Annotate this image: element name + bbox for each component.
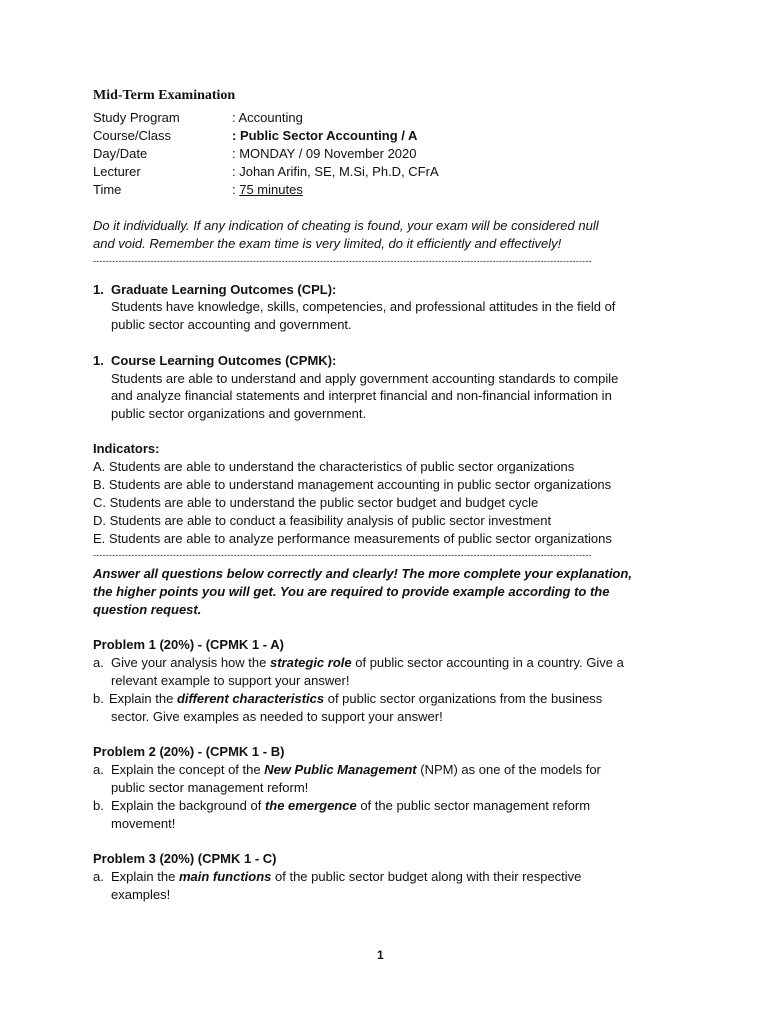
problem-item-marker: a. [93, 655, 104, 670]
answer-note-line: Answer all questions below correctly and clearly! The more complete your explanation, [93, 566, 632, 581]
info-value: : Public Sector Accounting / A [232, 128, 418, 143]
separator-line: ------------------------------------------------------------------------------------------------------------------------------------------------------------ [93, 550, 592, 560]
problem-item-marker: b. [93, 691, 104, 706]
info-value: 75 minutes [239, 182, 303, 197]
problem-item-marker: a. [93, 762, 104, 777]
problem-item-continuation: public sector management reform! [111, 780, 309, 795]
indicator-item: A. Students are able to understand the characteristics of public sector organizations [93, 459, 575, 474]
indicator-item: E. Students are able to analyze performance measurements of public sector organizations [93, 531, 612, 546]
problem-item-text [111, 868, 581, 886]
problem-item-post: of the public sector budget along with their respective [271, 869, 582, 884]
answer-note-line: question request. [93, 602, 202, 617]
problem-item-post: (NPM) as one of the models for [416, 762, 601, 777]
problem-item-post: of public sector organizations from the business [324, 691, 603, 706]
problem-item-emphasis: strategic role [269, 655, 352, 670]
problem-item-text [111, 654, 624, 672]
problem-item-marker: a. [93, 869, 104, 884]
problem-item-post: of the public sector management reform [356, 798, 591, 813]
info-label: Course/Class [93, 128, 172, 143]
info-value-wrap [232, 181, 303, 199]
indicator-item: D. Students are able to conduct a feasibility analysis of public sector investment [93, 513, 552, 528]
problem-item-emphasis: different characteristics [176, 691, 325, 706]
problem-item-continuation: examples! [111, 887, 171, 902]
instruction-line: and void. Remember the exam time is very limited, do it efficiently and effectively! [93, 236, 562, 251]
info-value-prefix: : [232, 182, 240, 197]
problem-heading: Problem 2 (20%) - (CPMK 1 - B) [93, 744, 285, 759]
problem-item-continuation: relevant example to support your answer! [111, 673, 350, 688]
cpmk-text: public sector organizations and government. [111, 406, 367, 421]
info-value: : Johan Arifin, SE, M.Si, Ph.D, CFrA [232, 164, 439, 179]
problem-item-text [111, 797, 590, 815]
cpl-text: Students have knowledge, skills, competencies, and professional attitudes in the field of [111, 299, 616, 314]
answer-note-line: the higher points you will get. You are required to provide example according to the [93, 584, 610, 599]
problem-item-emphasis: the emergence [264, 798, 357, 813]
indicators-heading: Indicators: [93, 441, 160, 456]
info-value: : Accounting [232, 110, 303, 125]
problem-item-marker: b. [93, 798, 104, 813]
problem-item-text [109, 690, 602, 708]
problem-item-pre: Explain the [109, 691, 177, 706]
cpl-heading: Graduate Learning Outcomes (CPL): [111, 282, 337, 297]
problem-item-pre: Explain the [111, 869, 179, 884]
cpl-number: 1. [93, 282, 104, 297]
problem-item-post: of public sector accounting in a country. Give a [351, 655, 624, 670]
problem-item-pre: Explain the concept of the [111, 762, 265, 777]
cpmk-text: and analyze financial statements and interpret financial and non-financial information in [111, 388, 612, 403]
problem-heading: Problem 3 (20%) (CPMK 1 - C) [93, 851, 277, 866]
problem-item-continuation: sector. Give examples as needed to support your answer! [111, 709, 443, 724]
info-label: Day/Date [93, 146, 148, 161]
page-number: 1 [377, 948, 384, 962]
separator-line: ------------------------------------------------------------------------------------------------------------------------------------------------------------ [93, 256, 592, 266]
problem-item-continuation: movement! [111, 816, 176, 831]
problem-item-pre: Give your analysis how the [111, 655, 270, 670]
problem-item-emphasis: main functions [178, 869, 272, 884]
exam-title: Mid-Term Examination [93, 88, 236, 103]
info-label: Time [93, 182, 122, 197]
info-label: Lecturer [93, 164, 141, 179]
instruction-line: Do it individually. If any indication of cheating is found, your exam will be considered null [93, 218, 599, 233]
cpmk-number: 1. [93, 353, 104, 368]
cpmk-heading: Course Learning Outcomes (CPMK): [111, 353, 337, 368]
cpl-text: public sector accounting and government. [111, 317, 352, 332]
problem-heading: Problem 1 (20%) - (CPMK 1 - A) [93, 637, 284, 652]
info-label: Study Program [93, 110, 180, 125]
problem-item-pre: Explain the background of [111, 798, 265, 813]
info-value: : MONDAY / 09 November 2020 [232, 146, 417, 161]
cpmk-text: Students are able to understand and apply government accounting standards to compile [111, 371, 619, 386]
indicator-item: C. Students are able to understand the public sector budget and budget cycle [93, 495, 539, 510]
problem-item-text [111, 761, 601, 779]
indicator-item: B. Students are able to understand management accounting in public sector organizations [93, 477, 612, 492]
problem-item-emphasis: New Public Management [264, 762, 417, 777]
